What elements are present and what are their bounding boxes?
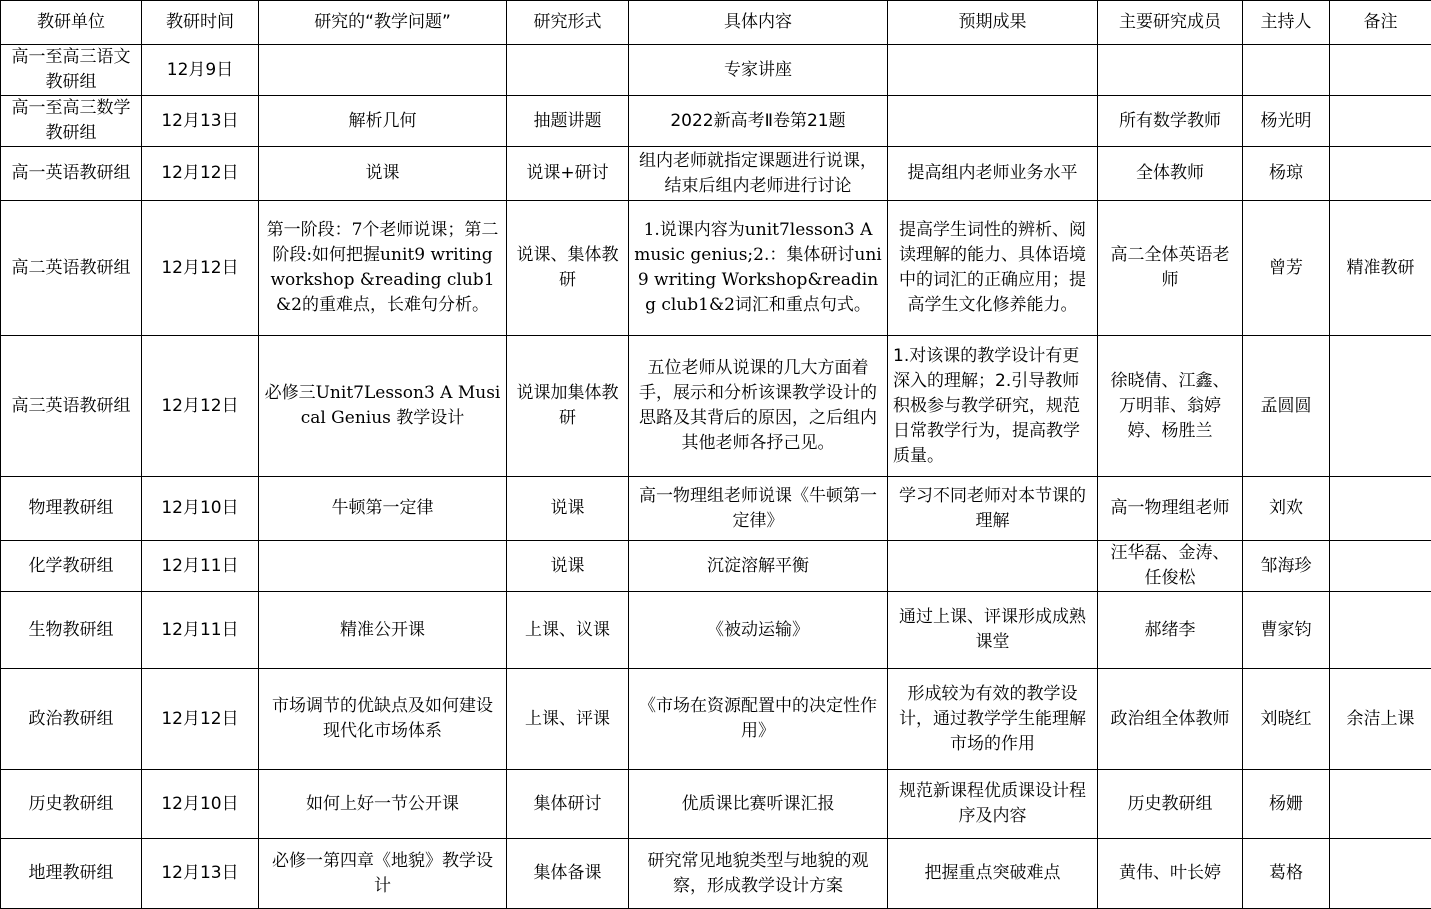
header-cell: 主持人 <box>1243 1 1330 45</box>
table-cell: 12月10日 <box>142 770 259 839</box>
table-cell: 12月11日 <box>142 541 259 592</box>
table-cell: 政治教研组 <box>1 669 142 770</box>
table-cell: 高一物理组老师说课《牛顿第一定律》 <box>629 477 888 541</box>
table-cell: 说课 <box>507 477 629 541</box>
table-row <box>1 96 1431 147</box>
table-row <box>1 45 1431 96</box>
table-cell: 高一至高三语文教研组 <box>1 45 142 96</box>
table-cell <box>259 45 507 96</box>
table-cell: 地理教研组 <box>1 839 142 909</box>
table-cell: 曹家钧 <box>1243 592 1330 669</box>
table-cell <box>888 96 1098 147</box>
table-cell: 《市场在资源配置中的决定性作用》 <box>629 669 888 770</box>
table-cell: 市场调节的优缺点及如何建设现代化市场体系 <box>259 669 507 770</box>
header-cell: 教研单位 <box>1 1 142 45</box>
header-cell: 具体内容 <box>629 1 888 45</box>
header-cell: 备注 <box>1330 1 1431 45</box>
table-cell: 刘欢 <box>1243 477 1330 541</box>
table-cell: 杨光明 <box>1243 96 1330 147</box>
table-cell <box>259 541 507 592</box>
table-cell: 沉淀溶解平衡 <box>629 541 888 592</box>
table-cell <box>507 45 629 96</box>
table-cell: 物理教研组 <box>1 477 142 541</box>
table-cell: 邹海珍 <box>1243 541 1330 592</box>
table-cell: 政治组全体教师 <box>1098 669 1243 770</box>
table-cell: 葛格 <box>1243 839 1330 909</box>
table-cell: 学习不同老师对本节课的理解 <box>888 477 1098 541</box>
table-cell <box>1330 147 1431 201</box>
table-cell: 说课 <box>259 147 507 201</box>
table-cell: 12月10日 <box>142 477 259 541</box>
table-cell <box>1330 96 1431 147</box>
table-cell <box>1330 336 1431 477</box>
table-cell: 精准教研 <box>1330 201 1431 336</box>
table-row <box>1 770 1431 839</box>
table-cell: 杨姗 <box>1243 770 1330 839</box>
table-cell: 汪华磊、金涛、任俊松 <box>1098 541 1243 592</box>
table-row <box>1 669 1431 770</box>
table-cell <box>1330 770 1431 839</box>
header-row <box>1 1 1431 45</box>
table-cell: 孟圆圆 <box>1243 336 1330 477</box>
table-cell: 第一阶段：7个老师说课；第二阶段:如何把握unit9 writing workshop &reading club1&2的重难点，长难句分析。 <box>259 201 507 336</box>
table-cell: 12月12日 <box>142 336 259 477</box>
table-cell: 12月11日 <box>142 592 259 669</box>
table-cell <box>888 541 1098 592</box>
table-cell: 《被动运输》 <box>629 592 888 669</box>
header-cell: 教研时间 <box>142 1 259 45</box>
table-cell: 五位老师从说课的几大方面着手，展示和分析该课教学设计的思路及其背后的原因，之后组内其他老师各抒己见。 <box>629 336 888 477</box>
table-cell: 12月13日 <box>142 96 259 147</box>
table-cell: 高一至高三数学教研组 <box>1 96 142 147</box>
table-cell: 高一物理组老师 <box>1098 477 1243 541</box>
table-cell: 12月12日 <box>142 201 259 336</box>
table-cell: 提高组内老师业务水平 <box>888 147 1098 201</box>
table-cell: 说课加集体教研 <box>507 336 629 477</box>
table-cell: 12月9日 <box>142 45 259 96</box>
table-cell <box>1243 45 1330 96</box>
table-cell: 集体备课 <box>507 839 629 909</box>
table-cell: 徐晓倩、江鑫、万明菲、翁婷婷、杨胜兰 <box>1098 336 1243 477</box>
table-row <box>1 147 1431 201</box>
table-cell <box>888 45 1098 96</box>
table-cell: 曾芳 <box>1243 201 1330 336</box>
table-cell: 说课+研讨 <box>507 147 629 201</box>
table-cell: 12月12日 <box>142 147 259 201</box>
table-cell: 12月13日 <box>142 839 259 909</box>
table-row <box>1 201 1431 336</box>
table-cell: 高二英语教研组 <box>1 201 142 336</box>
table-cell: 化学教研组 <box>1 541 142 592</box>
table-row <box>1 839 1431 909</box>
table-cell: 如何上好一节公开课 <box>259 770 507 839</box>
table-cell: 高一英语教研组 <box>1 147 142 201</box>
table-cell: 必修三Unit7Lesson3 A Musical Genius 教学设计 <box>259 336 507 477</box>
table-cell: 杨琼 <box>1243 147 1330 201</box>
table-cell: 所有数学教师 <box>1098 96 1243 147</box>
table-cell <box>1330 45 1431 96</box>
table-cell <box>1330 477 1431 541</box>
table-cell <box>1098 45 1243 96</box>
table-cell: 12月12日 <box>142 669 259 770</box>
table-cell: 高三英语教研组 <box>1 336 142 477</box>
table-cell: 上课、评课 <box>507 669 629 770</box>
header-cell: 主要研究成员 <box>1098 1 1243 45</box>
table-cell: 必修一第四章《地貌》教学设计 <box>259 839 507 909</box>
table-cell <box>1330 592 1431 669</box>
table-row <box>1 477 1431 541</box>
table-cell: 优质课比赛听课汇报 <box>629 770 888 839</box>
table-cell: 生物教研组 <box>1 592 142 669</box>
header-cell: 预期成果 <box>888 1 1098 45</box>
table-cell: 说课、集体教研 <box>507 201 629 336</box>
table-row <box>1 336 1431 477</box>
table-cell <box>1330 839 1431 909</box>
table-cell: 高二全体英语老师 <box>1098 201 1243 336</box>
table-cell: 上课、议课 <box>507 592 629 669</box>
table-cell: 通过上课、评课形成成熟课堂 <box>888 592 1098 669</box>
table-cell: 组内老师就指定课题进行说课，结束后组内老师进行讨论 <box>629 147 888 201</box>
table-cell: 集体研讨 <box>507 770 629 839</box>
table-cell: 说课 <box>507 541 629 592</box>
table-cell <box>1330 541 1431 592</box>
table-cell: 解析几何 <box>259 96 507 147</box>
table-cell: 余洁上课 <box>1330 669 1431 770</box>
table-cell: 形成较为有效的教学设计，通过教学学生能理解市场的作用 <box>888 669 1098 770</box>
table-cell: 刘晓红 <box>1243 669 1330 770</box>
table-row <box>1 592 1431 669</box>
table-cell: 1.对该课的教学设计有更深入的理解；2.引导教师积极参与教学研究，规范日常教学行为，提高教学质量。 <box>888 336 1098 477</box>
table-cell: 历史教研组 <box>1098 770 1243 839</box>
table-cell: 抽题讲题 <box>507 96 629 147</box>
table-cell: 专家讲座 <box>629 45 888 96</box>
header-cell: 研究形式 <box>507 1 629 45</box>
table-cell: 郝绪李 <box>1098 592 1243 669</box>
table-cell: 2022新高考Ⅱ卷第21题 <box>629 96 888 147</box>
table-row <box>1 541 1431 592</box>
table-cell: 规范新课程优质课设计程序及内容 <box>888 770 1098 839</box>
table-cell: 历史教研组 <box>1 770 142 839</box>
table-cell: 研究常见地貌类型与地貌的观察，形成教学设计方案 <box>629 839 888 909</box>
table-cell: 全体教师 <box>1098 147 1243 201</box>
table-cell: 精准公开课 <box>259 592 507 669</box>
table-cell: 1.说课内容为unit7lesson3 A music genius;2.：集体研讨uni9 writing Workshop&reading club1&2词汇和重点句式。 <box>629 201 888 336</box>
table-cell: 牛顿第一定律 <box>259 477 507 541</box>
table-cell: 把握重点突破难点 <box>888 839 1098 909</box>
header-cell: 研究的“教学问题” <box>259 1 507 45</box>
table-cell: 提高学生词性的辨析、阅读理解的能力、具体语境中的词汇的正确应用；提高学生文化修养能力。 <box>888 201 1098 336</box>
table-cell: 黄伟、叶长婷 <box>1098 839 1243 909</box>
